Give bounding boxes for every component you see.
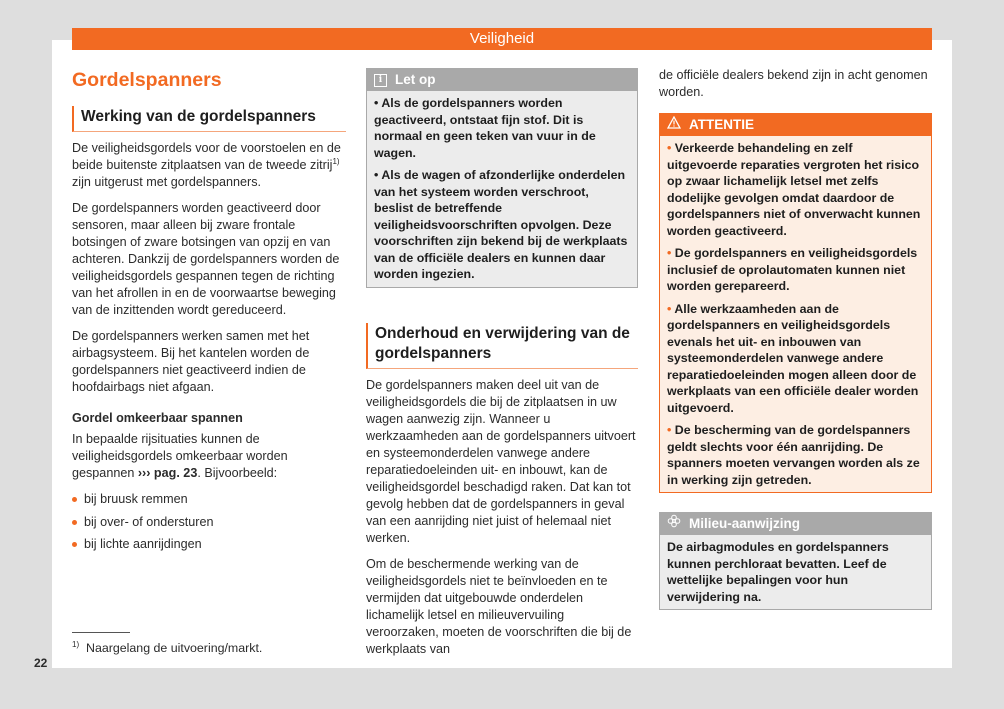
environment-box-title: Milieu-aanwijzing: [689, 516, 801, 531]
flower-icon: [667, 513, 681, 535]
list-item-text: bij bruusk remmen: [84, 492, 188, 506]
warning-item: [667, 140, 924, 239]
text: zijn uitgerust met gordelspanners.: [72, 175, 262, 189]
warning-item: [667, 422, 924, 488]
warning-item-text: Verkeerde behandeling en zelf uitgevoerde reparaties vergroten het risico op zwaar lichamelijk letsel met zelfs dodelijke gevolgen omdat daardoor de gordelspanners niet of onverwacht kunnen worden geactiveerd.: [667, 141, 921, 238]
list-item-text: bij lichte aanrijdingen: [84, 537, 202, 551]
middle-column: [366, 68, 638, 667]
note-box-header: [367, 69, 637, 91]
paragraph: De gordelspanners maken deel uit van de veiligheidsgordels die bij de zitplaatsen in uw wagen aanwezig zijn. Wanneer u werkzaamheden aan de gordelspanners uitvoert en systeemonderdelen vanwege andere reparatiedoeleinden uit- en inbouwt, kan de veiligheidsgordel beschadigd raken. Dat kan tot gevolg hebben dat de gordelspanners in geval van een aanrijding niet juist of helemaal niet werken.: [366, 377, 636, 545]
paragraph: Om de beschermende werking van de veiligheidsgordels niet te beïnvloeden en te vermijden dat uitgebouwde onderdelen lichamelijk letsel en milieuvervuiling veroorzaken, moeten de voorschriften die bij de werkplaats van: [366, 556, 632, 656]
bullet-list: [72, 491, 346, 553]
paragraph: De gordelspanners werken samen met het airbagsysteem. Bij het kantelen worden de gordelspanners niet geactiveerd indien de hoofdairbags niet afgaan.: [72, 329, 310, 394]
warning-triangle-icon: [667, 114, 681, 136]
footnote: [72, 641, 262, 655]
right-column: [659, 67, 932, 610]
paragraph: De gordelspanners worden geactiveerd door sensoren, maar alleen bij zware frontale botsingen of zware botsingen van opzij en van achteren. Dankzij de gordelspanners worden de veiligheidsgordels gespannen tegen de richting van het afrollen in en de voorwaartse beweging van de inzittenden wordt gereduceerd.: [72, 201, 340, 317]
note-box: [366, 68, 638, 288]
warning-item-text: De bescherming van de gordelspanners geldt slechts voor één aanrijding. De spanners moeten vervangen worden als ze in werking zijn getreden.: [667, 423, 920, 487]
section-title-onderhoud: Onderhoud en verwijdering van de gordelspanners: [366, 323, 638, 369]
list-item-text: bij over- of ondersturen: [84, 514, 214, 529]
list-item: [72, 491, 346, 508]
list-item: [72, 514, 346, 531]
section-header-bar: Veiligheid: [72, 28, 932, 50]
subheading-omkeerbaar: Gordel omkeerbaar spannen: [72, 411, 243, 425]
bullet-icon: •: [667, 423, 672, 437]
warning-item: [667, 245, 924, 295]
list-item: [72, 536, 346, 553]
footnote-divider: [72, 632, 130, 633]
footnote-text: Naargelang de uitvoering/markt.: [86, 641, 263, 655]
text: . Bijvoorbeeld:: [197, 466, 278, 480]
text: De veiligheidsgordels voor de voorstoelen en de beide buitenste zitplaatsen van de tweede zitrij: [72, 141, 341, 172]
text: In bepaalde rijsituaties kunnen de veiligheidsgordels omkeerbaar worden gespannen: [72, 432, 288, 480]
info-icon: i: [374, 74, 387, 87]
note-box-body: [367, 91, 637, 287]
note-item: • Als de wagen of afzonderlijke onderdelen van het systeem worden verschroot, beslist de betreffende veiligheidsvoorschriften opvolgen. Deze voorschriften zijn bekend bij de werkplaats van de officiële dealers en kunnen daar worden ingezien.: [374, 168, 628, 281]
bullet-icon: [72, 497, 77, 502]
warning-box-title: ATTENTIE: [689, 117, 754, 132]
paragraph-continued: de officiële dealers bekend zijn in acht genomen worden.: [659, 68, 928, 99]
bullet-icon: •: [667, 141, 672, 155]
footnote-marker: 1): [72, 639, 80, 649]
environment-box-body: [660, 535, 931, 609]
bullet-icon: [72, 520, 77, 525]
left-column: [72, 62, 346, 559]
warning-box: [659, 113, 932, 493]
bullet-icon: [72, 542, 77, 547]
section-title-werking: Werking van de gordelspanners: [72, 106, 346, 132]
page-reference-link[interactable]: ››› pag. 23: [137, 466, 198, 480]
bullet-icon: •: [667, 246, 672, 260]
page-number: 22: [34, 656, 48, 670]
warning-item-text: De gordelspanners en veiligheidsgordels inclusief de oprolautomaten kunnen niet worden gerepareerd.: [667, 246, 918, 293]
environment-text: De airbagmodules en gordelspanners kunnen perchloraat bevatten. Leef de wettelijke bepalingen voor hun verwijdering na.: [667, 540, 889, 604]
footnote-marker: 1): [332, 156, 340, 166]
chapter-title: Gordelspanners: [72, 69, 222, 91]
warning-box-header: [660, 114, 931, 136]
environment-box-header: [660, 513, 931, 535]
warning-item: [667, 301, 924, 417]
note-item: • Als de gordelspanners worden geactiveerd, ontstaat fijn stof. Dit is normaal en geen teken van vuur in de wagen.: [374, 96, 596, 160]
environment-note-box: [659, 512, 932, 610]
bullet-icon: •: [667, 301, 672, 316]
note-box-title: Let op: [395, 72, 436, 87]
paragraph: [72, 140, 346, 191]
warning-box-body: [660, 136, 931, 492]
paragraph: [72, 431, 346, 482]
warning-item-text: Alle werkzaamheden aan de gordelspanners en veiligheidsgordels evenals het uit- en inbouwen van systeemonderdelen vanwege andere reparatiedoeleinden mogen alleen door de werkplaats van een officiële dealer worden uitgevoerd.: [667, 301, 919, 415]
